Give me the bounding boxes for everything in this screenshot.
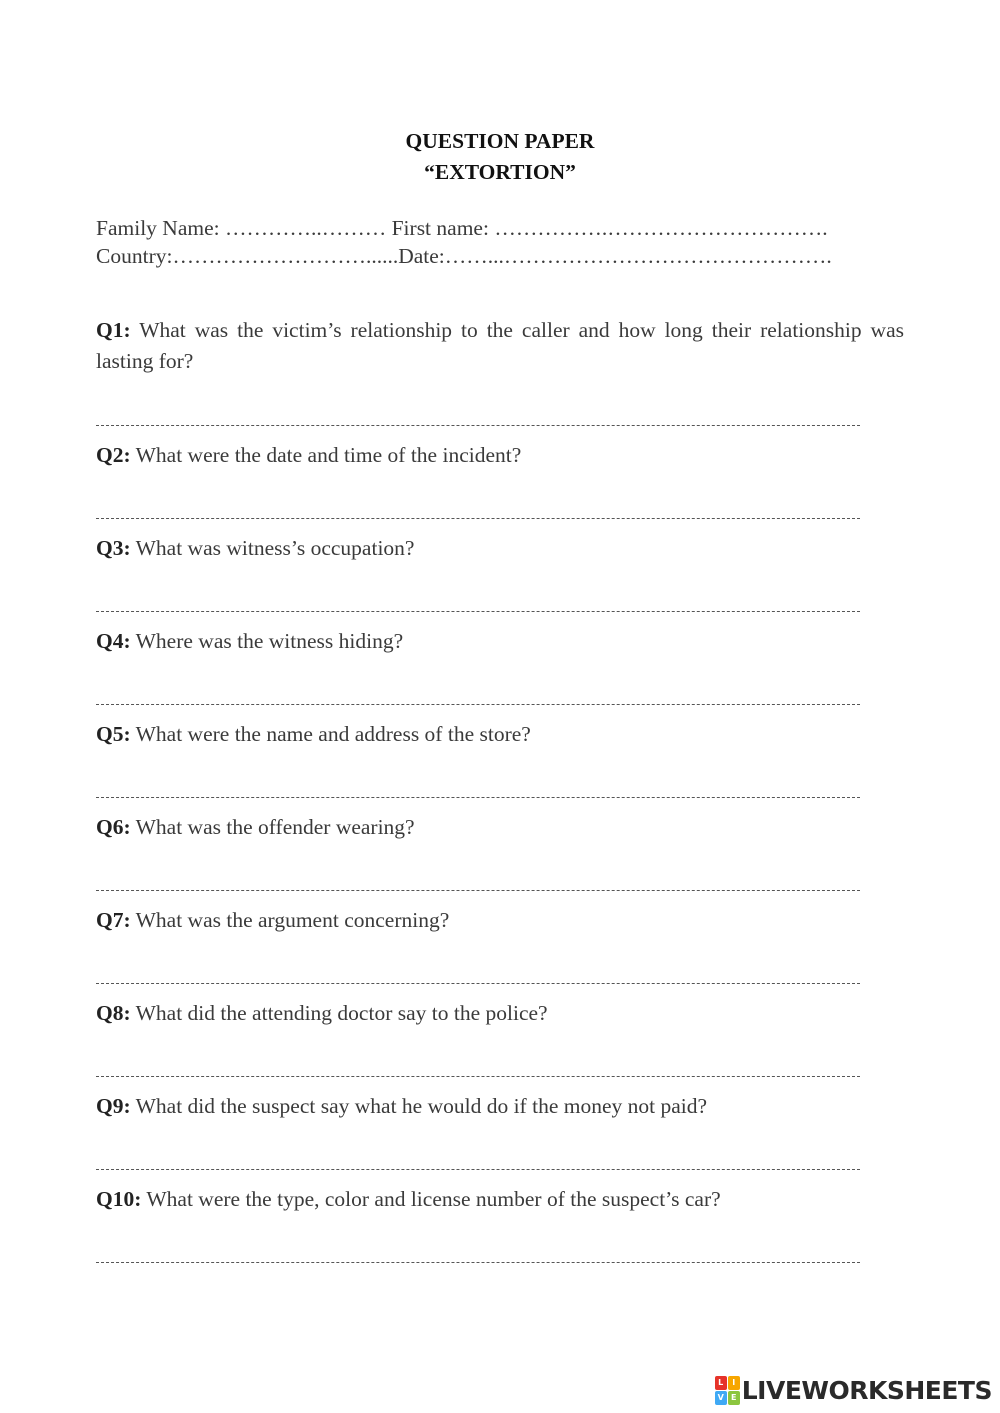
logo-tile-v: V [715,1391,727,1405]
question-text: What was the argument concerning? [130,908,450,932]
question-text: What was the offender wearing? [130,815,415,839]
question-6 [96,813,415,841]
answer-line-6[interactable] [96,890,860,891]
answer-line-8[interactable] [96,1076,860,1077]
question-4 [96,627,403,655]
logo-tile-e: E [728,1391,740,1405]
name-field-line[interactable]: Family Name: …………..……… First name: …………….…………………………. [96,216,828,240]
question-3 [96,534,414,562]
question-text: What was witness’s occupation? [130,536,415,560]
liveworksheets-logo-icon [715,1376,739,1404]
question-10 [96,1185,721,1213]
question-5 [96,720,531,748]
question-2 [96,441,521,469]
question-label: Q3: [96,536,131,560]
answer-line-3[interactable] [96,611,860,612]
title-block [0,126,1000,188]
liveworksheets-brand[interactable] [715,1373,992,1407]
question-text: What did the suspect say what he would do if the money not paid? [130,1094,708,1118]
page-subtitle: “EXTORTION” [424,160,576,184]
country-date-field-line[interactable]: Country:………………………......Date:……...………………………………………. [96,244,832,268]
question-label: Q8: [96,1001,131,1025]
question-text: What were the type, color and license number of the suspect’s car? [141,1187,721,1211]
answer-line-1[interactable] [96,425,860,426]
brand-name: LIVEWORKSHEETS [741,1375,992,1405]
answer-line-10[interactable] [96,1262,860,1263]
question-7 [96,906,449,934]
question-text: What did the attending doctor say to the police? [130,1001,548,1025]
question-label: Q9: [96,1094,131,1118]
question-label: Q5: [96,722,131,746]
question-label: Q6: [96,815,131,839]
question-text: What were the date and time of the incident? [130,443,522,467]
answer-line-5[interactable] [96,797,860,798]
question-label: Q4: [96,629,131,653]
question-text: What was the victim’s relationship to the caller and how long their relationship was lasting for? [96,318,904,373]
question-text: Where was the witness hiding? [130,629,404,653]
question-1 [96,315,904,377]
question-label: Q7: [96,908,131,932]
question-label: Q10: [96,1187,142,1211]
answer-line-7[interactable] [96,983,860,984]
question-8 [96,999,548,1027]
answer-line-9[interactable] [96,1169,860,1170]
logo-tile-i: I [728,1376,740,1390]
question-label: Q1: [96,318,131,342]
answer-line-2[interactable] [96,518,860,519]
question-9 [96,1092,707,1120]
student-info [96,214,916,270]
page-title: QUESTION PAPER [405,129,595,153]
answer-line-4[interactable] [96,704,860,705]
question-label: Q2: [96,443,131,467]
logo-tile-l: L [715,1376,727,1390]
question-text: What were the name and address of the store? [130,722,531,746]
